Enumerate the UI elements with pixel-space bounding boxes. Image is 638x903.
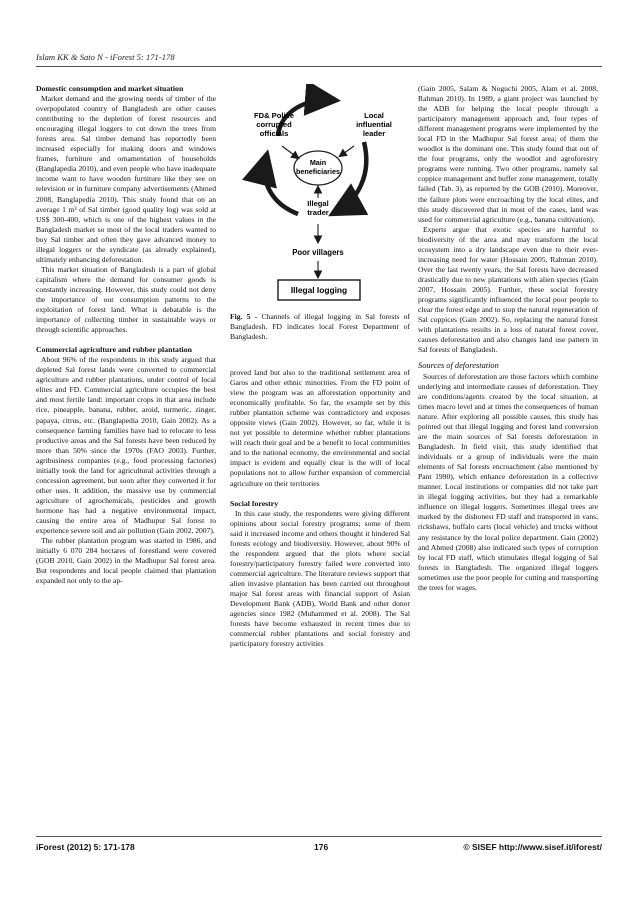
caption-text: - Channels of illegal logging in Sal forests of Bangladesh. FD indicates local Forest Department of Bangladesh. [230,312,410,342]
paragraph: This market situation of Bangladesh is a part of global capitalism where the demand for consumer goods is constantly increasing. However, this study could not deny the importance of our consumption patterns to the exploitation of forest land. What is debatable is the importance of collecting timber in sustainable ways or through scientific approaches. [36,264,216,335]
paragraph: proved land but also to the traditional settlement area of Garos and other ethnic minorities. From the FD point of view the program was an afforestation opportunity and economically profitable. So far, the example set by this rubber plantation scheme was contradictory and exposes opposite views (Gain 2002). However, so far, while it is not yet possible to determine whether rubber plantations will reach their goal and be a benefit to local communities and to the national economy, the environmental and social impact is evident and equally clear is the will of local populations not to allow further expansion of commercial agriculture on their territories [230,368,410,488]
section-heading-commercial-agriculture: Commercial agriculture and rubber plantation [36,345,192,355]
paragraph: Market demand and the growing needs of timber of the overpopulated country of Bangladesh are other causes contributing to the depletion of forest resources and encouraging illegal loggers to cut down the trees from forests area. Sal timber demand has reportedly been increased especially for making doors and windows frames, furniture and ornamentation of households (Banglapedia 2010), and even people who have inadequate income want to have wooden furniture like they see on television or in furniture company advertisements (Ahmed 2008, Banglapedia 2010). This study found that on an average 1 m³ of Sal timber (good quality log) was sold at US$ 300-400, which is one of the highest values in the Bangladesh market so most of the local traders wanted to buy Sal timber and often they gave advanced money to illegal loggers or the syndicate (as already explained), ultimately enhancing deforestation. [36,94,216,264]
node-poor-villagers: Poor villagers [292,248,344,257]
paragraph: About 96% of the respondents in this study argued that depleted Sal forest lands were converted to commercial agriculture and rubber plantations, under control of local elites and FD. Commercial agriculture occupies the best and most fertile land: important crops in that area include rice, pineapple, banana, rubber, aroid, turmeric, zinger, papaya, citrus, etc. (Banglapedia 2010, Gain 2002). As a consequence farming families have had to relocate to less productive areas and the Sal forests have been reduced by more than 50% since the 1970s (FAO 2003). Further, agribusiness companies (e.g., food processing factories) initially took the land for agricultural activities through a concession agreement, but soon after they converted it for other uses. It addition, the massive use by commercial agriculture of agrochemicals, pesticides and growth hormone has had a negative environmental impact, causing the entire area of Madhupur Sal forest to experience severe soil and air pollution (Gain 2002, 2007). [36,355,216,536]
running-header: Islam KK & Sato N - iForest 5: 171-178 [36,52,175,62]
node-main-beneficiaries: Main beneficiaries [296,158,340,176]
footer-journal: iForest (2012) 5: 171-178 [36,842,135,852]
footer-copyright: © SISEF http://www.sisef.it/iforest/ [463,842,602,852]
figure-illegal-logging-channels [236,84,406,306]
node-illegal-logging: Illegal logging [290,285,348,295]
section-heading-social-forestry: Social forestry [230,498,279,508]
column-middle [230,368,410,649]
node-illegal-trader: Illegal trader [307,199,329,217]
node-local-leader: Local influential leader [356,111,392,138]
footer-rule [36,836,602,837]
column-left [36,84,216,586]
figure-caption [230,312,410,342]
header-rule [36,66,602,67]
paragraph: In this case study, the respondents were giving different opinions about social forestry programs; some of them said it increased income and others thought it hindered Sal forests ecology and biodiversity. However, about 90% of the respondent argued that the plots where social forestry/participatory forestry failed were converted into commercial agriculture. The literature reviews support that alien invasive plantation has been carried out throughout major Sal forest areas with financial support of Asian Development Bank (ADB), World Bank and other donor agencies since 1982 (Muhammed et al. 2008). The Sal forests have become exhausted in recent times due to commercial rubber plantations and social forestry and participatory forestry activities [230,508,410,649]
section-heading-domestic-consumption: Domestic consumption and market situation [36,84,184,93]
figure-label: Fig. 5 [230,312,251,321]
connector-arrow [340,146,354,156]
cycle-arrow [336,142,366,212]
column-right [418,84,598,593]
paragraph: Sources of deforestation are those factors which combine underlying and intermediate causes of deforestation. They are conditions/agents created by the local situation, at times macro level and at times the consequences of human nature. After exploring all possible causes, this study has pointed out that illegal logging and forest land conversion are the main sources of Sal forests deforestation in Bangladesh. In field visit, this study identified that individuals or a group of individuals were the main elements of Sal forests encroachment (also mentioned by Pant 1990), which enhance deforestation in a collective manner. Local institutions or companies did not take part in illegal logging activities, but they had a remarkable influence on illegal loggers. Sometimes illegal trees are marked by the dishonest FD staff and transported in vans, rickshaws, buffalo carts (local vehicle) and trucks without any resistance by the local police department. Gain (2002) and Ahmed (2008) also indicated such types of corruption by local FD staff, which stimulates illegal logging of Sal forests in Bangladesh. The organized illegal loggers sometimes use the poor people for cutting and transporting the trees for wages. [418,371,598,592]
paragraph: The rubber plantation program was started in 1986, and initially 6 070 284 hectares of forestland were covered (GOB 2010, Gain 2002) in the Madhupur Sal forest area. But respondents and local people claimed that plantation expanded not only to the ap- [36,536,216,586]
cycle-arrow [264,158,298,214]
section-heading-sources-of-deforestation: Sources of deforestation [418,361,499,371]
connector-arrow [282,146,298,158]
paragraph: (Gain 2005, Salam & Noguchi 2005, Alam et al. 2008, Rahman 2010). In 1989, a giant project was launched by the ADB for helping the local people through a participatory management approach and, four types of different management programs were implemented by the local FD in the Madhupur Sal forest area; of them the woodlot is the dominant one. This study found that out of the four programs, only the woodlot and agroforestry programs were running. Two other programs, namely sal coppice management and buffer zone management, totally failed (Tab. 3), as reported by the GOB (2010). Moreover, the failure plots were encroaching by the local elites, and this study discovered that in most of the cases, land was used for commercial agriculture (e.g., banana cultivation). [418,84,598,224]
paragraph: Experts argue that exotic species are harmful to biodiversity of the area and may transform the local ecosystem into a dry landscape even due to their ever-increasing need for water (Hossain 2005, Rahman 2010). Over the last twenty years, the Sal forests have decreased drastically due to new plantations with alien species (Gain 2007, Hossain 2005). Further, these social forestry programs significantly influenced the local poor people to clear the forest edge and to stop the natural regeneration of Sal coppices (Gain 2002). So, replacing the natural forest with plantations results in a loss of natural forest cover, causes deforestation and also changes land use pattern in Sal forests of Bangladesh. [418,224,598,355]
node-fd-police: FD& Police corrupted officials [253,111,295,138]
page-number: 176 [314,842,329,852]
